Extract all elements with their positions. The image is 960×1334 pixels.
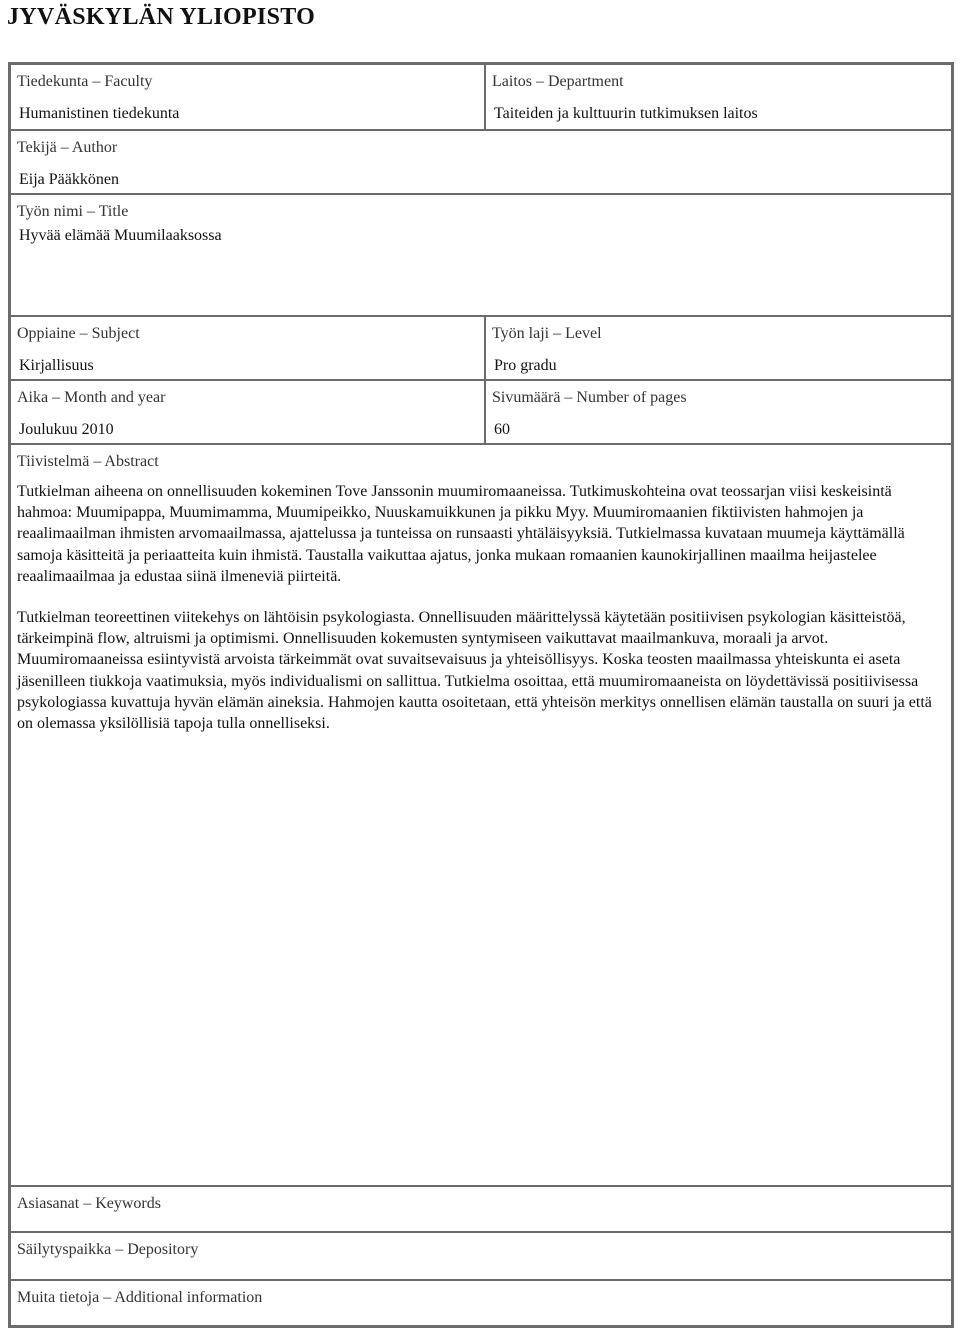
university-name: JYVÄSKYLÄN YLIOPISTO <box>7 4 316 30</box>
department-cell <box>486 65 951 129</box>
subject-cell <box>11 317 486 379</box>
faculty-value: Humanistinen tiedekunta <box>19 105 180 122</box>
level-cell <box>486 317 951 379</box>
subject-label: Oppiaine – Subject <box>17 325 140 342</box>
abstract-cell <box>11 445 951 1185</box>
row-author <box>11 131 951 195</box>
abstract-label: Tiivistelmä – Abstract <box>17 453 159 470</box>
abstract-paragraph: Tutkielman teoreettinen viitekehys on lähtöisin psykologiasta. Onnellisuuden määrittelyssä käytetään positiivisen psykologian käsitteistöä, tärkeimpinä flow, altruismi ja optimismi. Onnellisuuden kokemusten syntymiseen vaikuttavat maailmankuva, moraali ja arvot. Muumiromaaneissa esiintyvistä arvoista tärkeimmät ovat suvaitsevaisuus ja yhteisöllisyys. Koska teosten maailmassa yhteiskunta ei aseta jäsenilleen tiukkoja vaatimuksia, myös individualismi on sallittua. Tutkielma osoittaa, että muumiromaaneista on löydettävissä positiivisessa psykologiassa kuvattuja hyvän elämän aineksia. Hahmojen kautta osoitetaan, että yhteisön merkitys onnellisen elämän taustalla on suuri ja että on olemassa yksilöllisiä tapoja tulla onnelliseksi. <box>17 609 932 733</box>
depository-label: Säilytyspaikka – Depository <box>17 1241 199 1258</box>
row-subject-level <box>11 317 951 381</box>
faculty-label: Tiedekunta – Faculty <box>17 73 153 90</box>
pages-label: Sivumäärä – Number of pages <box>492 389 687 406</box>
row-date-pages <box>11 381 951 445</box>
row-faculty-department <box>11 65 951 131</box>
row-abstract <box>11 445 951 1187</box>
faculty-cell <box>11 65 486 129</box>
title-cell <box>11 195 951 315</box>
author-value: Eija Pääkkönen <box>19 171 119 188</box>
keywords-cell <box>11 1187 951 1231</box>
abstract-text <box>17 481 939 754</box>
level-value: Pro gradu <box>494 357 557 374</box>
keywords-label: Asiasanat – Keywords <box>17 1195 161 1212</box>
row-keywords <box>11 1187 951 1233</box>
pages-cell <box>486 381 951 443</box>
title-label: Työn nimi – Title <box>17 203 129 220</box>
row-additional <box>11 1281 951 1325</box>
department-label: Laitos – Department <box>492 73 624 90</box>
date-cell <box>11 381 486 443</box>
author-label: Tekijä – Author <box>17 139 118 156</box>
depository-cell <box>11 1233 951 1279</box>
additional-cell <box>11 1281 951 1325</box>
abstract-paragraph: Tutkielman aiheena on onnellisuuden kokeminen Tove Janssonin muumiromaaneissa. Tutkimuskohteina ovat teossarjan viisi keskeisintä hahmoa: Muumipappa, Muumimamma, Muumipeikko, Nuuskamuikkunen ja pikku Myy. Muumiromaanien fiktiivisten hahmojen ja reaalimaailman ihmisten arvomaailmassa, ajattelussa ja tunteissa on runsaasti yhtäläisyyksiä. Tutkielmassa kuvataan muumeja käyttämällä samoja käsitteitä ja periaatteita kuin ihmistä. Taustalla vaikuttaa ajatus, jonka mukaan romaanien kaunokirjallinen maailma heijastelee reaalimaailmaa ja edustaa siinä ilmeneviä piirteitä. <box>17 483 905 585</box>
subject-value: Kirjallisuus <box>19 357 94 374</box>
thesis-abstract-form <box>8 62 954 1328</box>
department-value: Taiteiden ja kulttuurin tutkimuksen laitos <box>494 105 758 122</box>
row-depository <box>11 1233 951 1281</box>
additional-label: Muita tietoja – Additional information <box>17 1289 263 1306</box>
date-label: Aika – Month and year <box>17 389 166 406</box>
level-label: Työn laji – Level <box>492 325 602 342</box>
date-value: Joulukuu 2010 <box>19 421 114 438</box>
pages-value: 60 <box>494 421 510 438</box>
title-value: Hyvää elämää Muumilaaksossa <box>19 227 222 244</box>
author-cell <box>11 131 951 193</box>
row-title <box>11 195 951 317</box>
